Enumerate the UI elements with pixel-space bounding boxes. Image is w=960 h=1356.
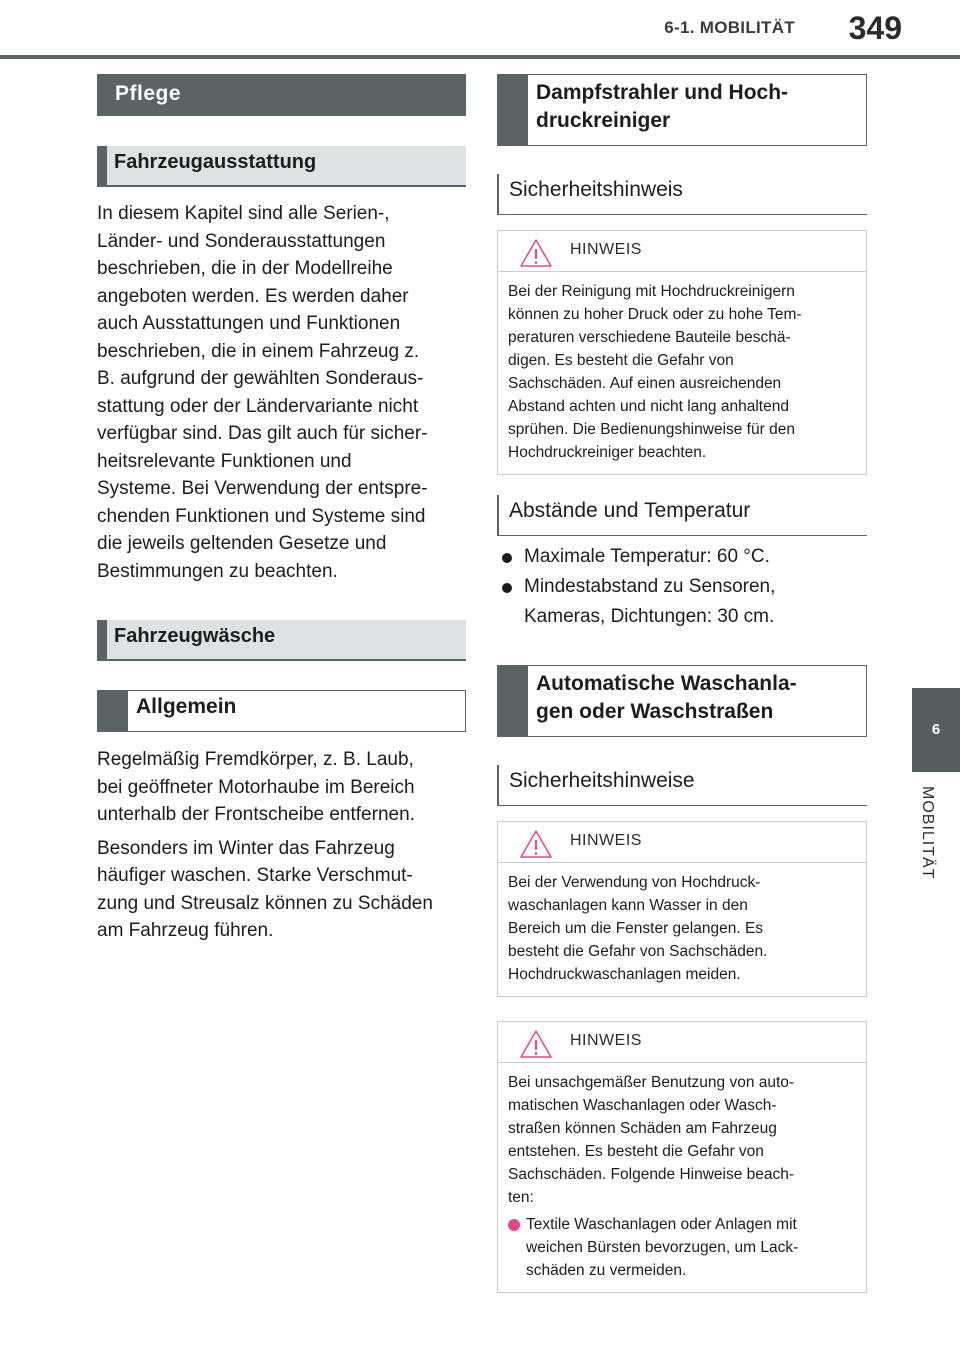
hinweis-body xyxy=(498,863,866,996)
heading-line: druckreiniger xyxy=(536,109,671,132)
text-line: digen. Es besteht die Gefahr von xyxy=(508,352,734,369)
bullet-list xyxy=(497,542,867,632)
warning-triangle-icon xyxy=(518,828,554,860)
text-line: Systeme. Bei Verwendung der entspre- xyxy=(97,478,428,499)
heading-abstaende: Abstände und Temperatur xyxy=(497,495,867,536)
hinweis-box xyxy=(497,821,867,997)
heading-waschanlagen xyxy=(497,665,867,737)
text-line: schäden zu vermeiden. xyxy=(526,1262,687,1279)
text-line: Hochdruckreiniger beachten. xyxy=(508,444,707,461)
text-line: beschrieben, die in der Modellreihe xyxy=(97,258,393,279)
text-line: angeboten werden. Es werden daher xyxy=(97,285,409,307)
hinweis-box xyxy=(497,230,867,475)
text-line: straßen können Schäden am Fahrzeug xyxy=(508,1120,777,1137)
section-title: 6-1. MOBILITÄT xyxy=(664,18,795,37)
paragraph-fremdkoerper xyxy=(97,746,466,829)
text-line: die jeweils geltenden Gesetze und xyxy=(97,533,387,554)
chapter-label: MOBILITÄT xyxy=(919,786,936,880)
text-line: Textile Waschanlagen oder Anlagen mit xyxy=(526,1216,797,1233)
header-rule xyxy=(0,55,960,59)
paragraph-winter xyxy=(97,835,466,945)
hinweis-header xyxy=(498,1022,866,1063)
hinweis-title: HINWEIS xyxy=(570,1032,642,1049)
list-item xyxy=(508,1213,856,1282)
heading-allgemein: Allgemein xyxy=(97,690,466,732)
text-line: Regelmäßig Fremdkörper, z. B. Laub, xyxy=(97,749,414,770)
heading-sicherheitshinweise: Sicherheitshinweise xyxy=(497,765,867,806)
text-line: stattung oder der Ländervariante nicht xyxy=(97,395,419,417)
warning-triangle-icon xyxy=(518,1028,554,1060)
text-line: Sachschäden. Auf einen ausreichenden xyxy=(508,375,782,392)
text-line: Bei unsachgemäßer Benutzung von auto- xyxy=(508,1074,795,1091)
text-line: sprühen. Die Bedienungshinweise für den xyxy=(508,421,795,438)
text-line: Bestimmungen zu beachten. xyxy=(97,560,338,582)
text-line: heitsrelevante Funktionen und xyxy=(97,450,352,472)
text-line: Länder- und Sonderausstattungen xyxy=(97,230,386,252)
page-number: 349 xyxy=(848,10,902,46)
right-column xyxy=(497,74,867,1293)
text-line: waschanlagen kann Wasser in den xyxy=(508,897,748,914)
text-line: Kameras, Dichtungen: 30 cm. xyxy=(524,606,775,627)
text-line: zung und Streusalz können zu Schäden xyxy=(97,892,433,914)
text-line: chenden Funktionen und Systeme sind xyxy=(97,505,426,527)
hinweis-body xyxy=(498,272,866,474)
text-line: peraturen verschiedene Bauteile beschä- xyxy=(508,329,791,346)
heading-line: gen oder Waschstraßen xyxy=(536,700,774,723)
list-item xyxy=(497,572,867,632)
text-line: B. aufgrund der gewählten Sonderaus- xyxy=(97,368,424,389)
text-line: besteht die Gefahr von Sachschäden. xyxy=(508,943,768,960)
left-column xyxy=(97,74,466,945)
text-line: Bei der Reinigung mit Hochdruckreinigern xyxy=(508,283,795,300)
hinweis-header xyxy=(498,231,866,272)
hinweis-box xyxy=(497,1021,867,1293)
page-header xyxy=(0,0,960,60)
heading-dampfstrahler xyxy=(497,74,867,146)
text-line: In diesem Kapitel sind alle Serien-, xyxy=(97,203,390,224)
text-line: Abstand achten und nicht lang anhaltend xyxy=(508,398,789,415)
text-line: Bereich um die Fenster gelangen. Es xyxy=(508,920,764,937)
subheading-fahrzeugwaesche: Fahrzeugwäsche xyxy=(97,620,466,661)
text-line: beschrieben, die in einem Fahrzeug z. xyxy=(97,340,420,362)
text-line: auch Ausstattungen und Funktionen xyxy=(97,313,401,334)
text-line: Bei der Verwendung von Hochdruck- xyxy=(508,874,761,891)
heading-line: Dampfstrahler und Hoch- xyxy=(536,81,789,104)
list-item xyxy=(497,542,867,572)
chapter-tab[interactable]: 6 xyxy=(912,688,960,772)
text-line: bei geöffneter Motorhaube im Bereich xyxy=(97,776,415,798)
warning-triangle-icon xyxy=(518,237,554,269)
text-line: können zu hoher Druck oder zu hohe Tem- xyxy=(508,306,802,323)
text-line: ten: xyxy=(508,1189,534,1206)
heading-sicherheitshinweis: Sicherheitshinweis xyxy=(497,174,867,215)
subheading-fahrzeugausstattung: Fahrzeugausstattung xyxy=(97,146,466,187)
hinweis-body xyxy=(498,1063,866,1292)
text-line: unterhalb der Frontscheibe entfernen. xyxy=(97,804,415,825)
paragraph-ausstattung xyxy=(97,200,466,585)
text-line: Besonders im Winter das Fahrzeug xyxy=(97,837,395,859)
main-heading: Pflege xyxy=(97,74,466,116)
hinweis-header xyxy=(498,822,866,863)
text-line: weichen Bürsten bevorzugen, um Lack- xyxy=(526,1239,799,1256)
text-line: Maximale Temperatur: 60 °C. xyxy=(524,546,770,567)
text-line: entstehen. Es besteht die Gefahr von xyxy=(508,1143,764,1160)
text-line: matischen Waschanlagen oder Wasch- xyxy=(508,1097,777,1114)
text-line: Hochdruckwaschanlagen meiden. xyxy=(508,966,741,983)
heading-line: Automatische Waschanla- xyxy=(536,672,797,695)
text-line: am Fahrzeug führen. xyxy=(97,920,274,941)
text-line: Sachschäden. Folgende Hinweise beach- xyxy=(508,1166,795,1183)
hinweis-title: HINWEIS xyxy=(570,241,642,258)
text-line: verfügbar sind. Das gilt auch für sicher- xyxy=(97,423,428,444)
text-line: häufiger waschen. Starke Verschmut- xyxy=(97,865,413,886)
text-line: Mindestabstand zu Sensoren, xyxy=(524,576,776,597)
hinweis-title: HINWEIS xyxy=(570,832,642,849)
